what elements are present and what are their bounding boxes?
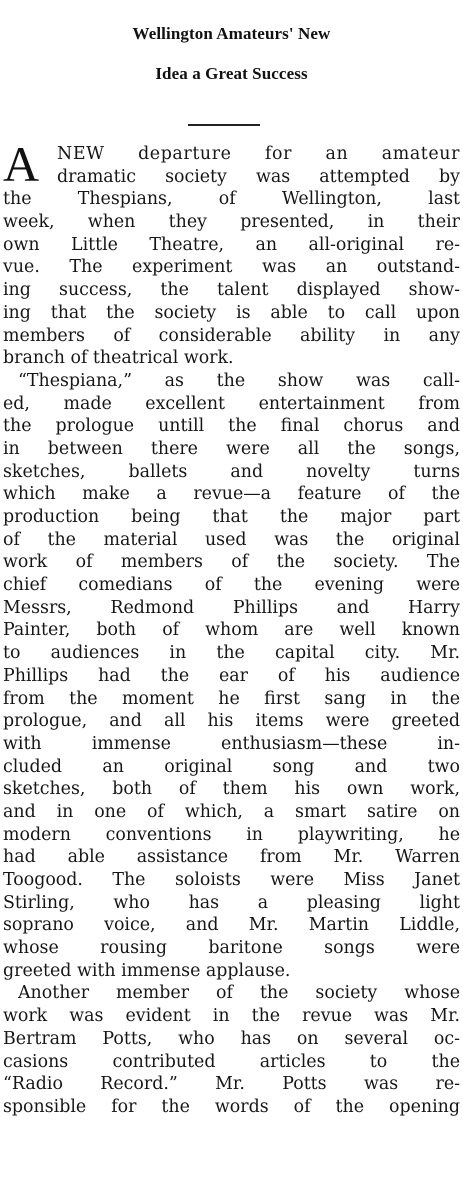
article-line: dramatic society was attempted by <box>57 166 460 187</box>
article-line: and in one of which, a smart satire on <box>3 801 460 822</box>
article-line: to audiences in the capital city. Mr. <box>3 643 460 664</box>
article-line: greeted with immense applause. <box>3 960 291 981</box>
article-line: in between there were all the songs, <box>3 438 460 459</box>
article-line: Painter, both of whom are well known <box>3 620 460 641</box>
article-line: prologue, and all his items were greeted <box>3 711 460 732</box>
article-line: cluded an original song and two <box>3 756 460 777</box>
article-line: “Thespiana,” as the show was call- <box>18 370 460 391</box>
article-line: ing that the society is able to call upon <box>3 302 460 323</box>
article-line: which make a revue—a feature of the <box>3 484 460 505</box>
headline-divider <box>188 124 260 126</box>
drop-cap: A <box>3 136 40 192</box>
article-line: Stirling, who has a pleasing light <box>3 892 460 913</box>
article-line: Toogood. The soloists were Miss Janet <box>3 870 460 890</box>
article-line: vue. The experiment was an outstand- <box>3 257 460 278</box>
headline-line-1: Wellington Amateurs' New <box>132 24 331 43</box>
article-line: with immense enthusiasm—these in- <box>3 733 460 754</box>
article-line: own Little Theatre, an all-original re- <box>3 234 460 255</box>
article-line: sketches, ballets and novelty turns <box>3 461 460 482</box>
article-body <box>3 136 460 1119</box>
article-line: the prologue untill the final chorus and <box>3 416 460 437</box>
article-line: Phillips had the ear of his audience <box>3 665 460 686</box>
article-line: week, when they presented, in their <box>3 212 460 233</box>
article-line: of the material used was the original <box>3 529 460 550</box>
article-line: casions contributed articles to the <box>3 1051 460 1072</box>
article-line: Messrs, Redmond Phillips and Harry <box>3 597 460 618</box>
article-line: chief comedians of the evening were <box>3 575 460 596</box>
article-line: Bertram Potts, who has on several oc- <box>3 1028 460 1049</box>
article-line: work was evident in the revue was Mr. <box>3 1006 460 1027</box>
article-line: NEW departure for an amateur <box>57 144 460 164</box>
article-line: ed, made excellent entertainment from <box>3 393 460 414</box>
article-line: work of members of the society. The <box>3 552 460 573</box>
article-line: had able assistance from Mr. Warren <box>3 847 460 868</box>
article-line: sketches, both of them his own work, <box>3 779 460 800</box>
article-line: branch of theatrical work. <box>3 348 234 369</box>
article-line: ing success, the talent displayed show- <box>3 280 460 301</box>
article-line: modern conventions in playwriting, he <box>3 824 460 845</box>
article-line: production being that the major part <box>3 507 460 527</box>
article-line: the Thespians, of Wellington, last <box>3 189 460 210</box>
headline <box>0 14 463 94</box>
article-line: “Radio Record.” Mr. Potts was re- <box>3 1074 460 1095</box>
headline-line-2: Idea a Great Success <box>155 64 308 83</box>
article-line: from the moment he first sang in the <box>3 688 460 709</box>
article-line: sponsible for the words of the opening <box>3 1096 460 1117</box>
article-line: members of considerable ability in any <box>3 325 460 346</box>
article-line: whose rousing baritone songs were <box>3 938 460 959</box>
article-line: soprano voice, and Mr. Martin Liddle, <box>3 915 460 936</box>
article-line: Another member of the society whose <box>18 983 460 1004</box>
